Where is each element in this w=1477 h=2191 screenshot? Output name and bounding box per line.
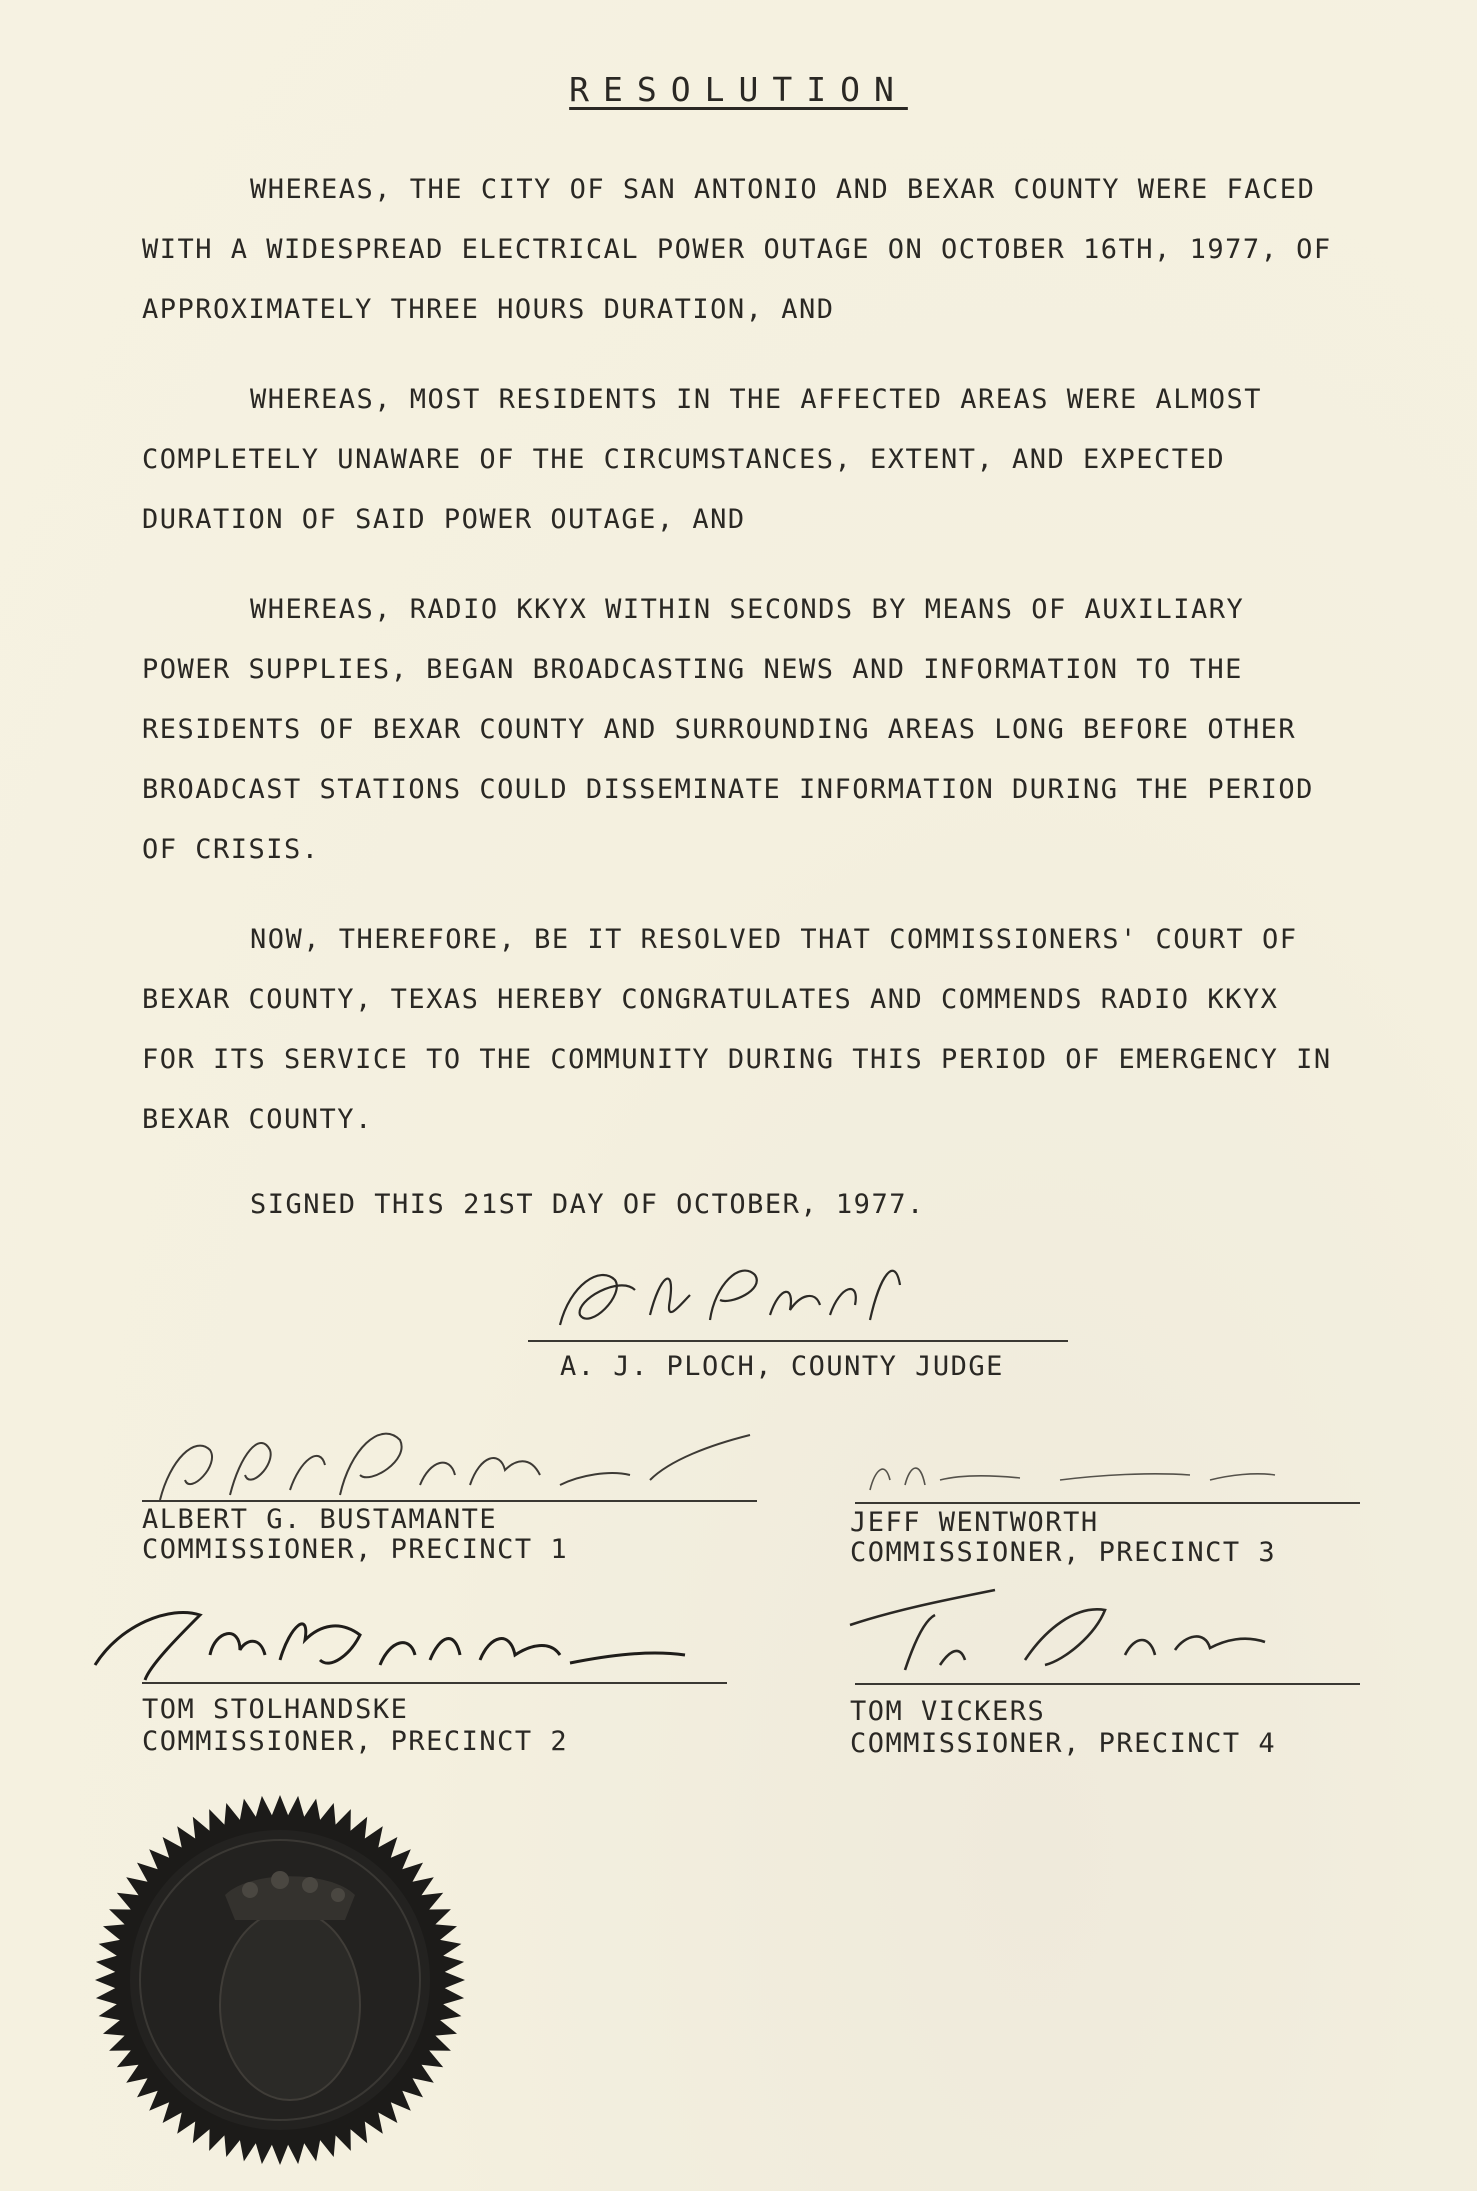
paragraph-text: SIGNED THIS 21ST DAY OF OCTOBER, 1977. [250, 1189, 925, 1220]
whereas-paragraph-1 [142, 160, 1342, 340]
paragraph-text: WHEREAS, THE CITY OF SAN ANTONIO AND BEXAR COUNTY WERE FACED WITH A WIDESPREAD ELECTRICAL POWER OUTAGE ON OCTOBER 16TH, 1977, OF APPROXIMATELY THREE HOURS DURATION, AND [142, 174, 1332, 325]
commissioner-1-name: ALBERT G. BUSTAMANTE [142, 1504, 498, 1535]
commissioner-3-name: JEFF WENTWORTH [850, 1507, 1099, 1538]
commissioner-4-signature [845, 1580, 1285, 1690]
commissioner-1-title: COMMISSIONER, PRECINCT 1 [142, 1534, 569, 1565]
paragraph-text: WHEREAS, RADIO KKYX WITHIN SECONDS BY MEANS OF AUXILIARY POWER SUPPLIES, BEGAN BROADCASTING NEWS AND INFORMATION TO THE RESIDENTS OF BEXAR COUNTY AND SURROUNDING AREAS LONG BEFORE OTHER BROADCAST STATIONS COULD DISSEMINATE INFORMATION DURING THE PERIOD OF CRISIS. [142, 594, 1314, 865]
judge-name-title: A. J. PLOCH, COUNTY JUDGE [560, 1351, 1004, 1382]
judge-signature [540, 1245, 940, 1345]
commissioner-3-title: COMMISSIONER, PRECINCT 3 [850, 1537, 1277, 1568]
commissioner-4-signature-line [855, 1683, 1360, 1685]
county-seal [90, 1790, 470, 2170]
commissioner-1-signature-line [142, 1500, 757, 1502]
judge-signature-line [528, 1340, 1068, 1342]
commissioner-2-signature [90, 1585, 690, 1695]
whereas-paragraph-3 [142, 580, 1342, 880]
commissioner-4-name: TOM VICKERS [850, 1696, 1046, 1727]
commissioner-2-title: COMMISSIONER, PRECINCT 2 [142, 1726, 569, 1757]
commissioner-3-signature-line [855, 1502, 1360, 1504]
document-title: RESOLUTION [569, 70, 908, 109]
whereas-paragraph-2 [142, 370, 1342, 550]
signed-date-paragraph [142, 1175, 1342, 1235]
commissioner-4-title: COMMISSIONER, PRECINCT 4 [850, 1728, 1277, 1759]
paragraph-text: WHEREAS, MOST RESIDENTS IN THE AFFECTED AREAS WERE ALMOST COMPLETELY UNAWARE OF THE CIRCUMSTANCES, EXTENT, AND EXPECTED DURATION OF SAID POWER OUTAGE, AND [142, 384, 1263, 535]
resolved-paragraph [142, 910, 1342, 1150]
commissioner-1-signature [150, 1405, 770, 1515]
commissioner-3-signature [860, 1430, 1280, 1500]
commissioner-2-name: TOM STOLHANDSKE [142, 1694, 409, 1725]
commissioner-2-signature-line [142, 1682, 727, 1684]
paragraph-text: NOW, THEREFORE, BE IT RESOLVED THAT COMMISSIONERS' COURT OF BEXAR COUNTY, TEXAS HEREBY CONGRATULATES AND COMMENDS RADIO KKYX FOR ITS SERVICE TO THE COMMUNITY DURING THIS PERIOD OF EMERGENCY IN BEXAR COUNTY. [142, 924, 1332, 1135]
